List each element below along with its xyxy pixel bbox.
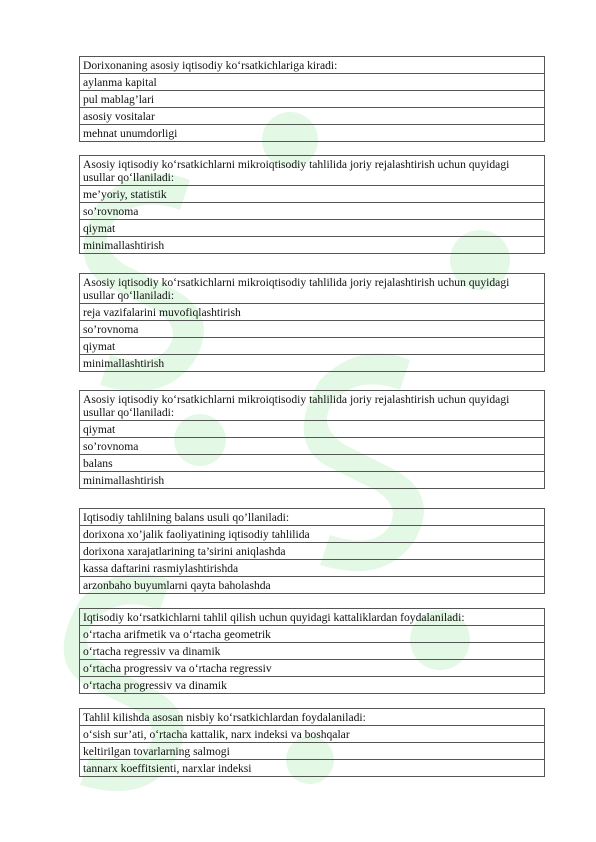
option-row	[80, 643, 545, 660]
option-row	[80, 677, 545, 694]
question-row	[80, 391, 545, 421]
answer-option: minimallashtirish	[80, 355, 545, 372]
answer-option: minimallashtirish	[80, 237, 545, 254]
answer-option: so’rovnoma	[80, 203, 545, 220]
option-row	[80, 743, 545, 760]
option-row	[80, 455, 545, 472]
answer-option: qiymat	[80, 338, 545, 355]
answer-option: kassa daftarini rasmiylashtirishda	[80, 560, 545, 577]
answer-option: arzonbaho buyumlarni qayta baholashda	[80, 577, 545, 594]
option-row	[80, 203, 545, 220]
option-row	[80, 421, 545, 438]
answer-option: reja vazifalarini muvofiqlashtirish	[80, 304, 545, 321]
option-row	[80, 560, 545, 577]
option-row	[80, 526, 545, 543]
option-row	[80, 304, 545, 321]
option-row	[80, 321, 545, 338]
answer-option: minimallashtirish	[80, 472, 545, 489]
answer-option: o‘rtacha progressiv va dinamik	[80, 677, 545, 694]
answer-option: dorixona xarajatlarining ta’sirini aniqlashda	[80, 543, 545, 560]
option-row	[80, 472, 545, 489]
option-row	[80, 220, 545, 237]
answer-option: so’rovnoma	[80, 321, 545, 338]
question-text: Dorixonaning asosiy iqtisodiy ko‘rsatkichlariga kiradi:	[80, 57, 545, 74]
question-row	[80, 57, 545, 74]
question-block-3	[79, 273, 545, 372]
question-text: Iqtisodiy ko‘rsatkichlarni tahlil qilish uchun quyidagi kattaliklardan foydalaniladi:	[80, 609, 545, 626]
question-text: Asosiy iqtisodiy ko‘rsatkichlarni mikroiqtisodiy tahlilida joriy rejalashtirish uchun quyidagi usullar qo‘llaniladi:	[80, 274, 545, 304]
question-row	[80, 156, 545, 186]
answer-option: so’rovnoma	[80, 438, 545, 455]
answer-option: o‘rtacha regressiv va dinamik	[80, 643, 545, 660]
answer-option: me’yoriy, statistik	[80, 186, 545, 203]
answer-option: aylanma kapital	[80, 74, 545, 91]
option-row	[80, 91, 545, 108]
question-row	[80, 509, 545, 526]
question-block-5	[79, 508, 545, 594]
question-text: Iqtisodiy tahlilning balans usuli qo’llaniladi:	[80, 509, 545, 526]
answer-option: asosiy vositalar	[80, 108, 545, 125]
option-row	[80, 355, 545, 372]
option-row	[80, 186, 545, 203]
answer-option: mehnat unumdorligi	[80, 125, 545, 142]
answer-option: o‘sish sur’ati, o‘rtacha kattalik, narx indeksi va boshqalar	[80, 726, 545, 743]
option-row	[80, 626, 545, 643]
option-row	[80, 760, 545, 777]
option-row	[80, 237, 545, 254]
answer-option: keltirilgan tovarlarning salmogi	[80, 743, 545, 760]
option-row	[80, 543, 545, 560]
question-text: Tahlil kilishda asosan nisbiy ko‘rsatkichlardan foydalaniladi:	[80, 709, 545, 726]
question-block-6	[79, 608, 545, 694]
answer-option: o‘rtacha arifmetik va o‘rtacha geometrik	[80, 626, 545, 643]
answer-option: tannarx koeffitsienti, narxlar indeksi	[80, 760, 545, 777]
question-row	[80, 609, 545, 626]
question-block-7	[79, 708, 545, 777]
option-row	[80, 338, 545, 355]
question-row	[80, 274, 545, 304]
question-row	[80, 709, 545, 726]
question-block-2	[79, 155, 545, 254]
question-block-4	[79, 390, 545, 489]
question-text: Asosiy iqtisodiy ko‘rsatkichlarni mikroiqtisodiy tahlilida joriy rejalashtirish uchun quyidagi usullar qo‘llaniladi:	[80, 156, 545, 186]
option-row	[80, 125, 545, 142]
option-row	[80, 74, 545, 91]
option-row	[80, 438, 545, 455]
answer-option: balans	[80, 455, 545, 472]
answer-option: qiymat	[80, 421, 545, 438]
option-row	[80, 577, 545, 594]
option-row	[80, 108, 545, 125]
option-row	[80, 726, 545, 743]
question-block-1	[79, 56, 545, 142]
question-text: Asosiy iqtisodiy ko‘rsatkichlarni mikroiqtisodiy tahlilida joriy rejalashtirish uchun quyidagi usullar qo‘llaniladi:	[80, 391, 545, 421]
answer-option: pul mablag’lari	[80, 91, 545, 108]
option-row	[80, 660, 545, 677]
answer-option: dorixona xo’jalik faoliyatining iqtisodiy tahlilida	[80, 526, 545, 543]
answer-option: qiymat	[80, 220, 545, 237]
answer-option: o‘rtacha progressiv va o‘rtacha regressiv	[80, 660, 545, 677]
